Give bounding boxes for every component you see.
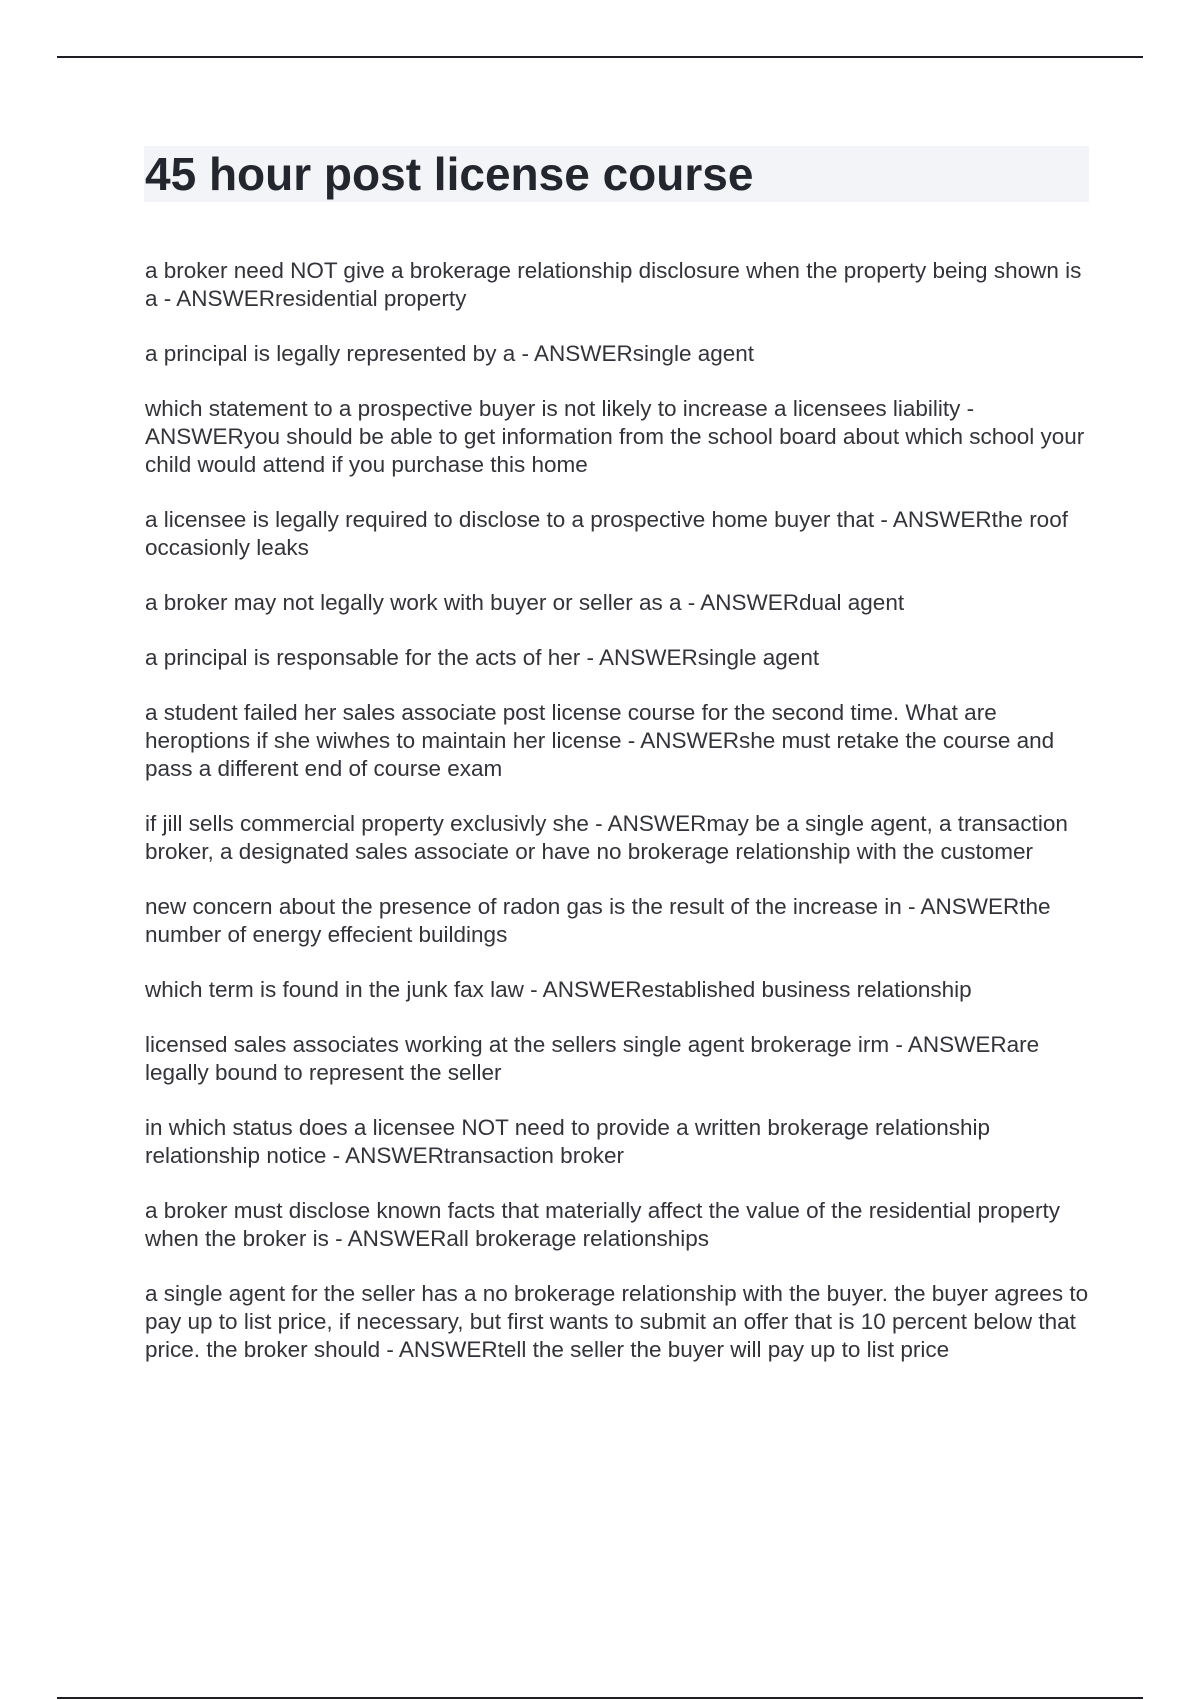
page-title: 45 hour post license course [145,148,754,200]
qa-item-8: if jill sells commercial property exclusivly she - ANSWERmay be a single agent, a transaction broker, a designated sales associate or have no brokerage relationship with the customer [145,811,1068,864]
bottom-divider [57,1697,1143,1699]
qa-item-3: which statement to a prospective buyer is not likely to increase a licensees liability - ANSWERyou should be able to get information from the school board about which school your child would attend if you purchase this home [145,396,1085,477]
qa-item-12: in which status does a licensee NOT need to provide a written brokerage relationship relationship notice - ANSWERtransaction broker [145,1115,991,1168]
qa-item-9: new concern about the presence of radon gas is the result of the increase in - ANSWERthe number of energy effecient buildings [145,894,1051,947]
qa-item-11: licensed sales associates working at the sellers single agent brokerage irm - ANSWERare legally bound to represent the seller [145,1032,1040,1085]
qa-item-6: a principal is responsable for the acts of her - ANSWERsingle agent [145,645,820,670]
qa-item-4: a licensee is legally required to disclose to a prospective home buyer that - ANSWERthe roof occasionly leaks [145,507,1068,560]
qa-item-13: a broker must disclose known facts that materially affect the value of the residential property when the broker is - ANSWERall brokerage relationships [145,1198,1061,1251]
qa-item-1: a broker need NOT give a brokerage relationship disclosure when the property being shown is a - ANSWERresidential property [145,258,1082,311]
qa-item-7: a student failed her sales associate post license course for the second time. What are heroptions if she wiwhes to maintain her license - ANSWERshe must retake the course and pass a different end of course exam [145,700,1055,781]
qa-item-14: a single agent for the seller has a no brokerage relationship with the buyer. the buyer agrees to pay up to list price, if necessary, but first wants to submit an offer that is 10 percent below that price. the broker should - ANSWERtell the seller the buyer will pay up to list price [145,1281,1089,1362]
qa-item-10: which term is found in the junk fax law - ANSWERestablished business relationship [145,977,972,1002]
qa-item-2: a principal is legally represented by a - ANSWERsingle agent [145,341,755,366]
question-answer-list [145,257,1090,1391]
top-divider [57,56,1143,58]
qa-item-5: a broker may not legally work with buyer or seller as a - ANSWERdual agent [145,590,905,615]
